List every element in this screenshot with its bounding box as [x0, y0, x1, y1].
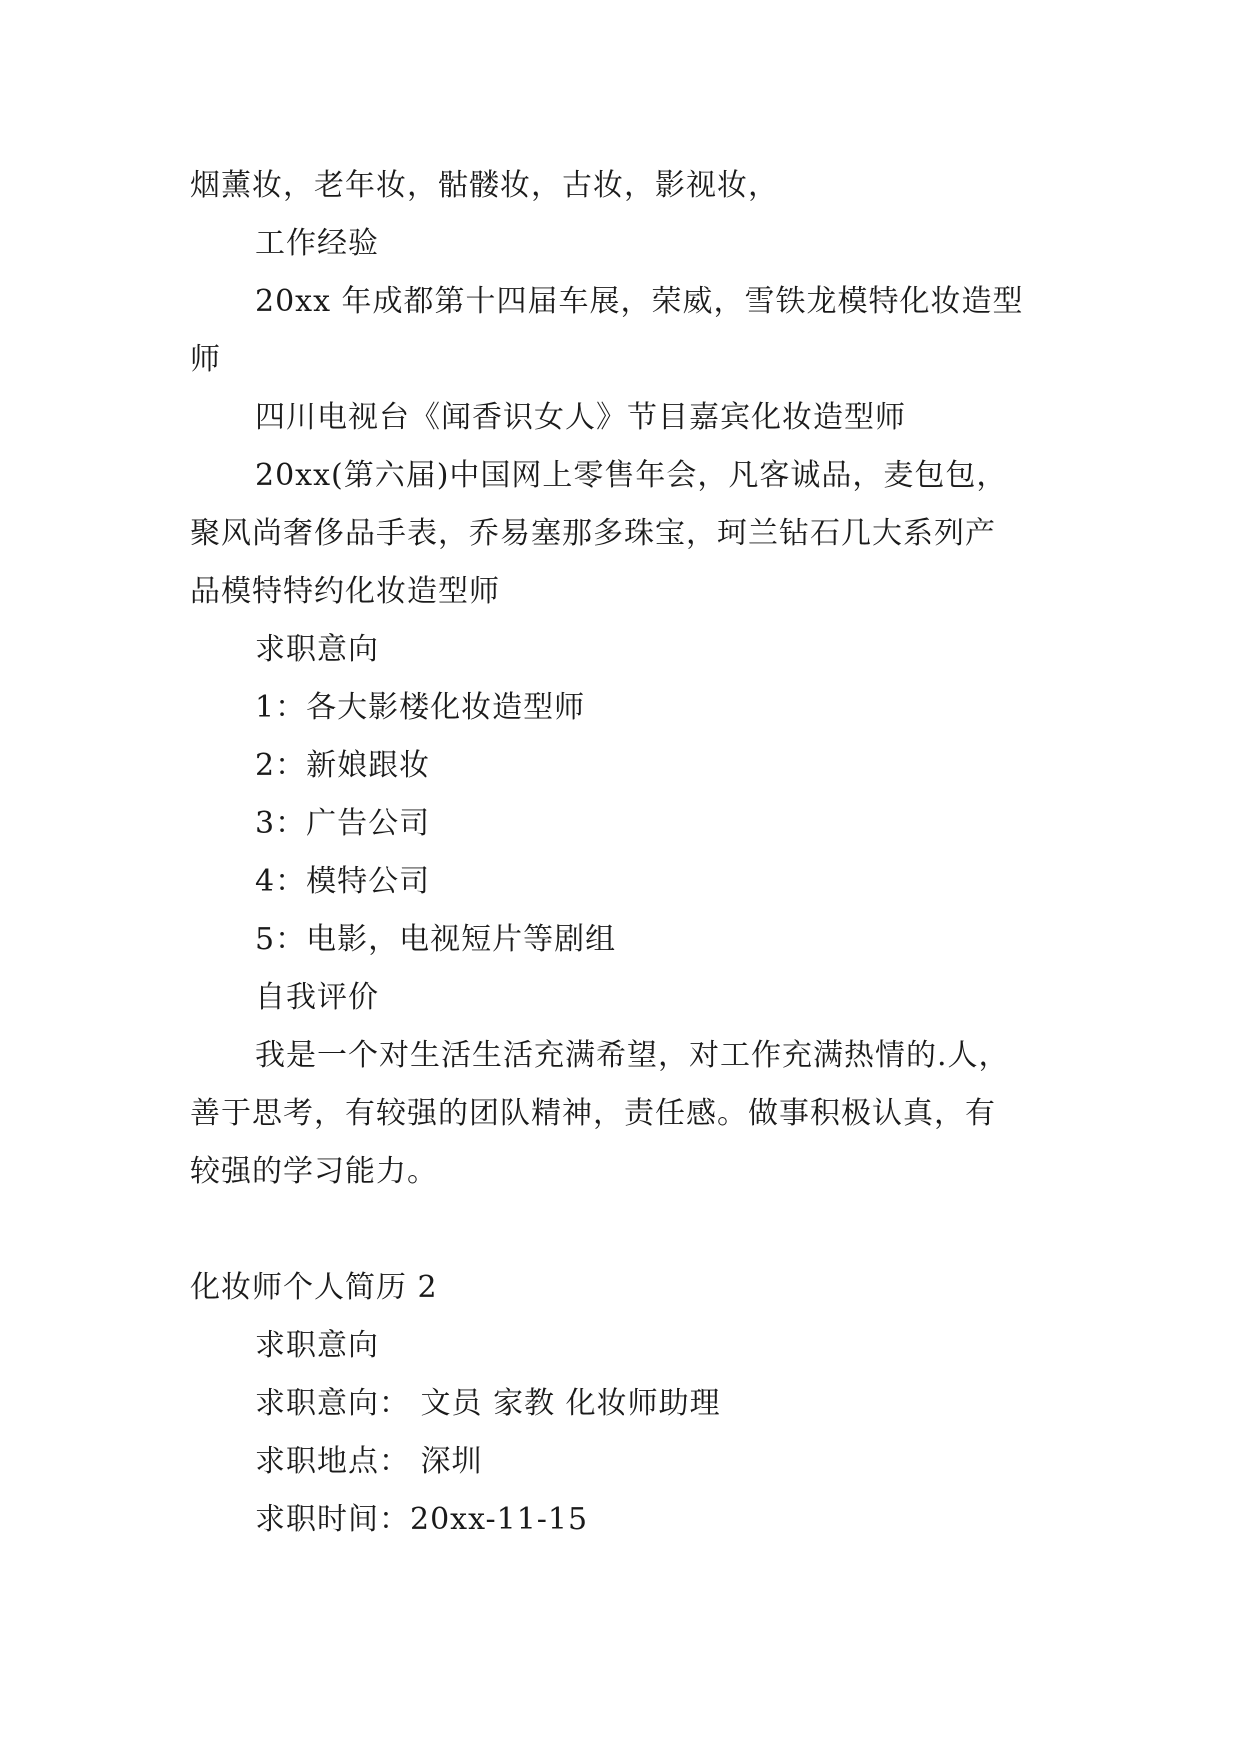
text-line: 善于思考，有较强的团队精神，责任感。做事积极认真，有: [190, 1096, 996, 1131]
text-line: 求职意向： 文员 家教 化妆师助理: [255, 1386, 721, 1421]
text-line: 师: [190, 342, 221, 377]
list-item: 4：模特公司: [255, 864, 431, 899]
text-line: 烟薰妆，老年妆，骷髅妆，古妆，影视妆，: [190, 168, 779, 203]
resume-title: 化妆师个人简历 2: [190, 1270, 438, 1305]
list-item: 2：新娘跟妆: [255, 748, 431, 783]
list-item: 3：广告公司: [255, 806, 431, 841]
text-line: 20xx 年成都第十四届车展，荣威，雪铁龙模特化妆造型: [255, 284, 1024, 319]
text-line: 20xx(第六届)中国网上零售年会，凡客诚品，麦包包，: [255, 458, 1008, 493]
text-line: 品模特特约化妆造型师: [190, 574, 500, 609]
section-heading-job-intention: 求职意向: [255, 1328, 379, 1363]
text-line: 四川电视台《闻香识女人》节目嘉宾化妆造型师: [255, 400, 906, 435]
text-line: 求职时间：20xx-11-15: [255, 1502, 589, 1537]
section-heading-job-intention: 求职意向: [255, 632, 379, 667]
text-line: 较强的学习能力。: [190, 1154, 438, 1189]
list-item: 5：电影，电视短片等剧组: [255, 922, 617, 957]
text-line: 求职地点： 深圳: [255, 1444, 483, 1479]
section-heading-self-evaluation: 自我评价: [255, 980, 379, 1015]
text-line: 聚风尚奢侈品手表，乔易塞那多珠宝，珂兰钻石几大系列产: [190, 516, 996, 551]
section-heading-work-experience: 工作经验: [255, 226, 379, 261]
list-item: 1：各大影楼化妆造型师: [255, 690, 586, 725]
text-line: 我是一个对生活生活充满希望，对工作充满热情的.人，: [255, 1038, 1010, 1073]
